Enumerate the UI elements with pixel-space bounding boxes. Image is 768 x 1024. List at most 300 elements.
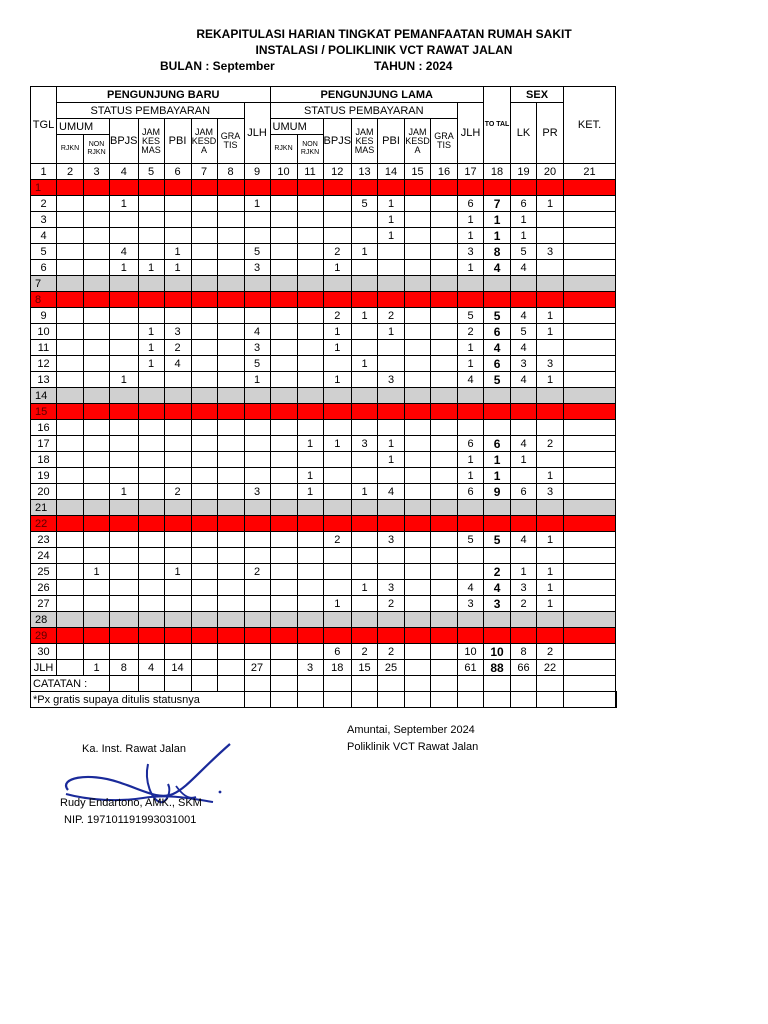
day-row — [31, 484, 617, 500]
value-cell — [564, 308, 616, 324]
value-cell: 1 — [110, 372, 139, 388]
month-label: BULAN : September — [160, 59, 275, 73]
value-cell — [244, 452, 270, 468]
value-cell — [270, 420, 297, 436]
value-cell — [217, 564, 244, 580]
value-cell — [57, 196, 84, 212]
value-cell — [110, 644, 139, 660]
value-cell — [270, 452, 297, 468]
value-cell — [297, 388, 323, 404]
value-cell — [511, 628, 537, 644]
value-cell — [405, 420, 431, 436]
value-cell: 1 — [138, 340, 164, 356]
value-cell — [352, 500, 378, 516]
value-cell — [164, 548, 191, 564]
value-cell — [323, 612, 352, 628]
value-cell — [564, 580, 616, 596]
value-cell — [431, 292, 458, 308]
value-cell — [138, 516, 164, 532]
value-cell: 3 — [537, 484, 564, 500]
value-cell — [431, 324, 458, 340]
value-cell — [405, 548, 431, 564]
value-cell — [84, 644, 110, 660]
value-cell: 1 — [164, 244, 191, 260]
value-cell — [297, 276, 323, 292]
value-cell — [297, 532, 323, 548]
value-cell: 3 — [352, 436, 378, 452]
value-cell: 4 — [511, 436, 537, 452]
value-cell — [191, 580, 217, 596]
day-cell: 12 — [31, 356, 57, 372]
value-cell — [84, 356, 110, 372]
value-cell — [352, 372, 378, 388]
value-cell: 1 — [537, 324, 564, 340]
value-cell — [458, 516, 484, 532]
day-cell: 18 — [31, 452, 57, 468]
value-cell — [537, 292, 564, 308]
value-cell — [270, 372, 297, 388]
value-cell: 1 — [537, 372, 564, 388]
value-cell — [84, 484, 110, 500]
value-cell: 1 — [297, 436, 323, 452]
value-cell — [458, 548, 484, 564]
value-cell — [323, 228, 352, 244]
value-cell — [138, 596, 164, 612]
value-cell — [431, 612, 458, 628]
day-row — [31, 356, 617, 372]
value-cell: 1 — [138, 324, 164, 340]
day-row — [31, 516, 617, 532]
nonrjkn-header-new: NON RJKN — [84, 135, 110, 164]
value-cell — [84, 324, 110, 340]
value-cell — [564, 452, 616, 468]
day-cell: 2 — [31, 196, 57, 212]
value-cell — [164, 500, 191, 516]
value-cell — [84, 388, 110, 404]
value-cell — [57, 404, 84, 420]
value-cell — [431, 660, 458, 676]
value-cell — [297, 580, 323, 596]
year-label: TAHUN : 2024 — [374, 59, 453, 73]
value-cell — [191, 180, 217, 196]
bpjs-header-new: BPJS — [110, 119, 139, 164]
value-cell — [270, 340, 297, 356]
value-cell — [564, 564, 616, 580]
value-cell — [57, 308, 84, 324]
value-cell — [138, 564, 164, 580]
value-cell — [431, 436, 458, 452]
value-cell — [564, 324, 616, 340]
value-cell: 4 — [458, 580, 484, 596]
value-cell — [352, 212, 378, 228]
value-cell: 6 — [511, 196, 537, 212]
value-cell — [484, 292, 511, 308]
value-cell — [191, 628, 217, 644]
value-cell: 1 — [378, 324, 405, 340]
value-cell — [138, 372, 164, 388]
value-cell — [484, 500, 511, 516]
value-cell — [270, 660, 297, 676]
sex-header: SEX — [511, 87, 564, 103]
value-cell — [110, 516, 139, 532]
value-cell — [537, 548, 564, 564]
day-cell: 26 — [31, 580, 57, 596]
day-row — [31, 628, 617, 644]
value-cell — [511, 516, 537, 532]
value-cell — [405, 580, 431, 596]
value-cell — [138, 468, 164, 484]
value-cell — [352, 340, 378, 356]
day-cell: 6 — [31, 260, 57, 276]
value-cell — [138, 212, 164, 228]
value-cell — [270, 612, 297, 628]
value-cell — [378, 276, 405, 292]
value-cell — [564, 292, 616, 308]
value-cell: 1 — [378, 452, 405, 468]
value-cell — [352, 420, 378, 436]
value-cell — [405, 564, 431, 580]
value-cell: 18 — [323, 660, 352, 676]
value-cell — [191, 340, 217, 356]
day-row — [31, 180, 617, 196]
value-cell — [270, 516, 297, 532]
pbi-header-old: PBI — [378, 119, 405, 164]
value-cell: 1 — [378, 228, 405, 244]
day-row — [31, 548, 617, 564]
value-cell: 5 — [458, 308, 484, 324]
tgl-header: TGL — [31, 87, 57, 164]
value-cell — [352, 292, 378, 308]
day-row — [31, 276, 617, 292]
day-row — [31, 340, 617, 356]
value-cell — [323, 356, 352, 372]
value-cell — [270, 180, 297, 196]
value-cell — [244, 500, 270, 516]
value-cell: 1 — [537, 564, 564, 580]
value-cell — [138, 180, 164, 196]
value-cell — [378, 500, 405, 516]
value-cell — [110, 404, 139, 420]
value-cell — [297, 308, 323, 324]
value-cell — [270, 196, 297, 212]
value-cell — [564, 388, 616, 404]
value-cell: 1 — [484, 228, 511, 244]
value-cell — [323, 404, 352, 420]
value-cell — [138, 580, 164, 596]
ket-header: KET. — [564, 87, 616, 164]
value-cell — [244, 308, 270, 324]
column-number: 20 — [537, 164, 564, 180]
day-row — [31, 644, 617, 660]
value-cell — [138, 644, 164, 660]
value-cell — [511, 500, 537, 516]
value-cell — [431, 516, 458, 532]
day-cell: 25 — [31, 564, 57, 580]
value-cell — [270, 500, 297, 516]
value-cell: 1 — [138, 356, 164, 372]
value-cell: 5 — [458, 532, 484, 548]
value-cell — [270, 436, 297, 452]
value-cell — [297, 228, 323, 244]
value-cell: 4 — [511, 340, 537, 356]
value-cell — [84, 404, 110, 420]
value-cell — [244, 180, 270, 196]
value-cell: 3 — [297, 660, 323, 676]
column-number: 10 — [270, 164, 297, 180]
value-cell — [57, 356, 84, 372]
value-cell — [405, 500, 431, 516]
value-cell — [164, 308, 191, 324]
value-cell — [57, 212, 84, 228]
value-cell — [511, 404, 537, 420]
value-cell — [110, 324, 139, 340]
value-cell — [110, 612, 139, 628]
value-cell — [270, 228, 297, 244]
value-cell — [405, 292, 431, 308]
value-cell — [191, 228, 217, 244]
value-cell — [270, 484, 297, 500]
value-cell — [84, 260, 110, 276]
value-cell: 3 — [458, 244, 484, 260]
value-cell — [297, 628, 323, 644]
jamkesmas-header-new: JAM KES MAS — [138, 119, 164, 164]
value-cell — [217, 388, 244, 404]
value-cell — [84, 420, 110, 436]
value-cell: 8 — [511, 644, 537, 660]
value-cell — [110, 596, 139, 612]
value-cell — [405, 516, 431, 532]
value-cell — [191, 660, 217, 676]
value-cell — [57, 644, 84, 660]
value-cell: 1 — [164, 564, 191, 580]
value-cell: 9 — [484, 484, 511, 500]
column-number: 17 — [458, 164, 484, 180]
value-cell — [84, 548, 110, 564]
value-cell: 3 — [244, 340, 270, 356]
day-cell: 15 — [31, 404, 57, 420]
day-cell: 3 — [31, 212, 57, 228]
value-cell — [191, 484, 217, 500]
value-cell — [431, 180, 458, 196]
value-cell: 6 — [323, 644, 352, 660]
value-cell — [244, 628, 270, 644]
value-cell — [378, 564, 405, 580]
column-number-row — [31, 164, 617, 180]
value-cell: 1 — [458, 468, 484, 484]
value-cell: 88 — [484, 660, 511, 676]
value-cell — [323, 452, 352, 468]
value-cell — [431, 564, 458, 580]
column-number: 2 — [57, 164, 84, 180]
value-cell — [84, 212, 110, 228]
value-cell — [110, 580, 139, 596]
jlh-header-old: JLH — [458, 103, 484, 164]
value-cell: 1 — [244, 196, 270, 212]
value-cell — [110, 276, 139, 292]
recap-table — [30, 86, 617, 708]
value-cell: 4 — [511, 308, 537, 324]
value-cell — [323, 276, 352, 292]
value-cell — [484, 628, 511, 644]
value-cell — [164, 516, 191, 532]
value-cell — [164, 596, 191, 612]
value-cell: 10 — [484, 644, 511, 660]
signer-nip: NIP. 197101191993031001 — [64, 814, 197, 826]
value-cell: 1 — [537, 532, 564, 548]
value-cell: 2 — [323, 244, 352, 260]
value-cell — [57, 580, 84, 596]
value-cell — [217, 612, 244, 628]
value-cell: 1 — [378, 212, 405, 228]
value-cell: 2 — [378, 596, 405, 612]
jamkesda-header-new: JAM KESD A — [191, 119, 217, 164]
value-cell — [352, 388, 378, 404]
value-cell — [110, 452, 139, 468]
value-cell — [244, 644, 270, 660]
column-number: 6 — [164, 164, 191, 180]
value-cell — [110, 356, 139, 372]
value-cell — [405, 260, 431, 276]
day-row — [31, 436, 617, 452]
value-cell — [405, 324, 431, 340]
value-cell: 4 — [484, 340, 511, 356]
value-cell: 5 — [484, 372, 511, 388]
value-cell — [378, 340, 405, 356]
value-cell — [57, 180, 84, 196]
pr-header: PR — [537, 103, 564, 164]
value-cell — [57, 596, 84, 612]
value-cell — [84, 292, 110, 308]
value-cell — [511, 276, 537, 292]
value-cell — [352, 612, 378, 628]
column-number: 8 — [217, 164, 244, 180]
value-cell — [323, 196, 352, 212]
value-cell: 2 — [244, 564, 270, 580]
value-cell — [164, 292, 191, 308]
value-cell — [217, 660, 244, 676]
value-cell: 5 — [484, 532, 511, 548]
value-cell — [138, 548, 164, 564]
value-cell — [323, 516, 352, 532]
value-cell — [191, 532, 217, 548]
day-row — [31, 612, 617, 628]
value-cell — [405, 228, 431, 244]
value-cell — [244, 228, 270, 244]
value-cell — [564, 420, 616, 436]
value-cell — [431, 484, 458, 500]
value-cell — [110, 340, 139, 356]
value-cell: 4 — [511, 260, 537, 276]
value-cell — [270, 580, 297, 596]
value-cell — [323, 484, 352, 500]
value-cell — [405, 628, 431, 644]
value-cell — [405, 356, 431, 372]
value-cell — [270, 548, 297, 564]
value-cell — [484, 276, 511, 292]
value-cell — [405, 212, 431, 228]
value-cell — [431, 388, 458, 404]
value-cell — [352, 596, 378, 612]
value-cell: 7 — [484, 196, 511, 212]
value-cell: 1 — [138, 260, 164, 276]
value-cell — [378, 260, 405, 276]
jamkesda-header-old: JAM KESD A — [405, 119, 431, 164]
column-number: 15 — [405, 164, 431, 180]
day-row — [31, 468, 617, 484]
value-cell — [405, 532, 431, 548]
value-cell — [405, 308, 431, 324]
value-cell — [297, 244, 323, 260]
value-cell — [537, 404, 564, 420]
value-cell — [297, 356, 323, 372]
value-cell — [537, 452, 564, 468]
gratis-note: *Px gratis supaya ditulis statusnya — [31, 692, 245, 708]
value-cell — [191, 436, 217, 452]
value-cell — [323, 500, 352, 516]
value-cell — [405, 276, 431, 292]
value-cell — [270, 324, 297, 340]
value-cell — [458, 404, 484, 420]
value-cell — [191, 452, 217, 468]
value-cell — [217, 468, 244, 484]
value-cell — [191, 644, 217, 660]
value-cell — [57, 340, 84, 356]
value-cell — [84, 516, 110, 532]
value-cell — [217, 596, 244, 612]
value-cell — [84, 452, 110, 468]
value-cell: 6 — [458, 196, 484, 212]
day-cell: 16 — [31, 420, 57, 436]
value-cell — [378, 516, 405, 532]
value-cell: 6 — [484, 356, 511, 372]
value-cell — [110, 420, 139, 436]
value-cell — [323, 388, 352, 404]
value-cell — [138, 420, 164, 436]
value-cell: 1 — [352, 484, 378, 500]
value-cell — [431, 532, 458, 548]
day-cell: 1 — [31, 180, 57, 196]
value-cell — [217, 500, 244, 516]
day-cell: 13 — [31, 372, 57, 388]
value-cell — [84, 308, 110, 324]
value-cell — [537, 228, 564, 244]
value-cell — [431, 468, 458, 484]
value-cell: 2 — [323, 308, 352, 324]
value-cell — [191, 372, 217, 388]
value-cell: 15 — [352, 660, 378, 676]
value-cell — [378, 612, 405, 628]
value-cell: 1 — [352, 244, 378, 260]
value-cell: 5 — [244, 244, 270, 260]
day-row — [31, 372, 617, 388]
value-cell — [352, 628, 378, 644]
value-cell — [270, 596, 297, 612]
value-cell — [57, 324, 84, 340]
value-cell: 1 — [84, 564, 110, 580]
day-cell: JLH — [31, 660, 57, 676]
value-cell — [431, 452, 458, 468]
value-cell — [191, 516, 217, 532]
value-cell — [164, 436, 191, 452]
value-cell — [564, 340, 616, 356]
value-cell: 2 — [323, 532, 352, 548]
value-cell: 4 — [138, 660, 164, 676]
value-cell — [84, 612, 110, 628]
value-cell — [297, 548, 323, 564]
value-cell — [164, 420, 191, 436]
value-cell — [84, 532, 110, 548]
value-cell: 1 — [537, 468, 564, 484]
